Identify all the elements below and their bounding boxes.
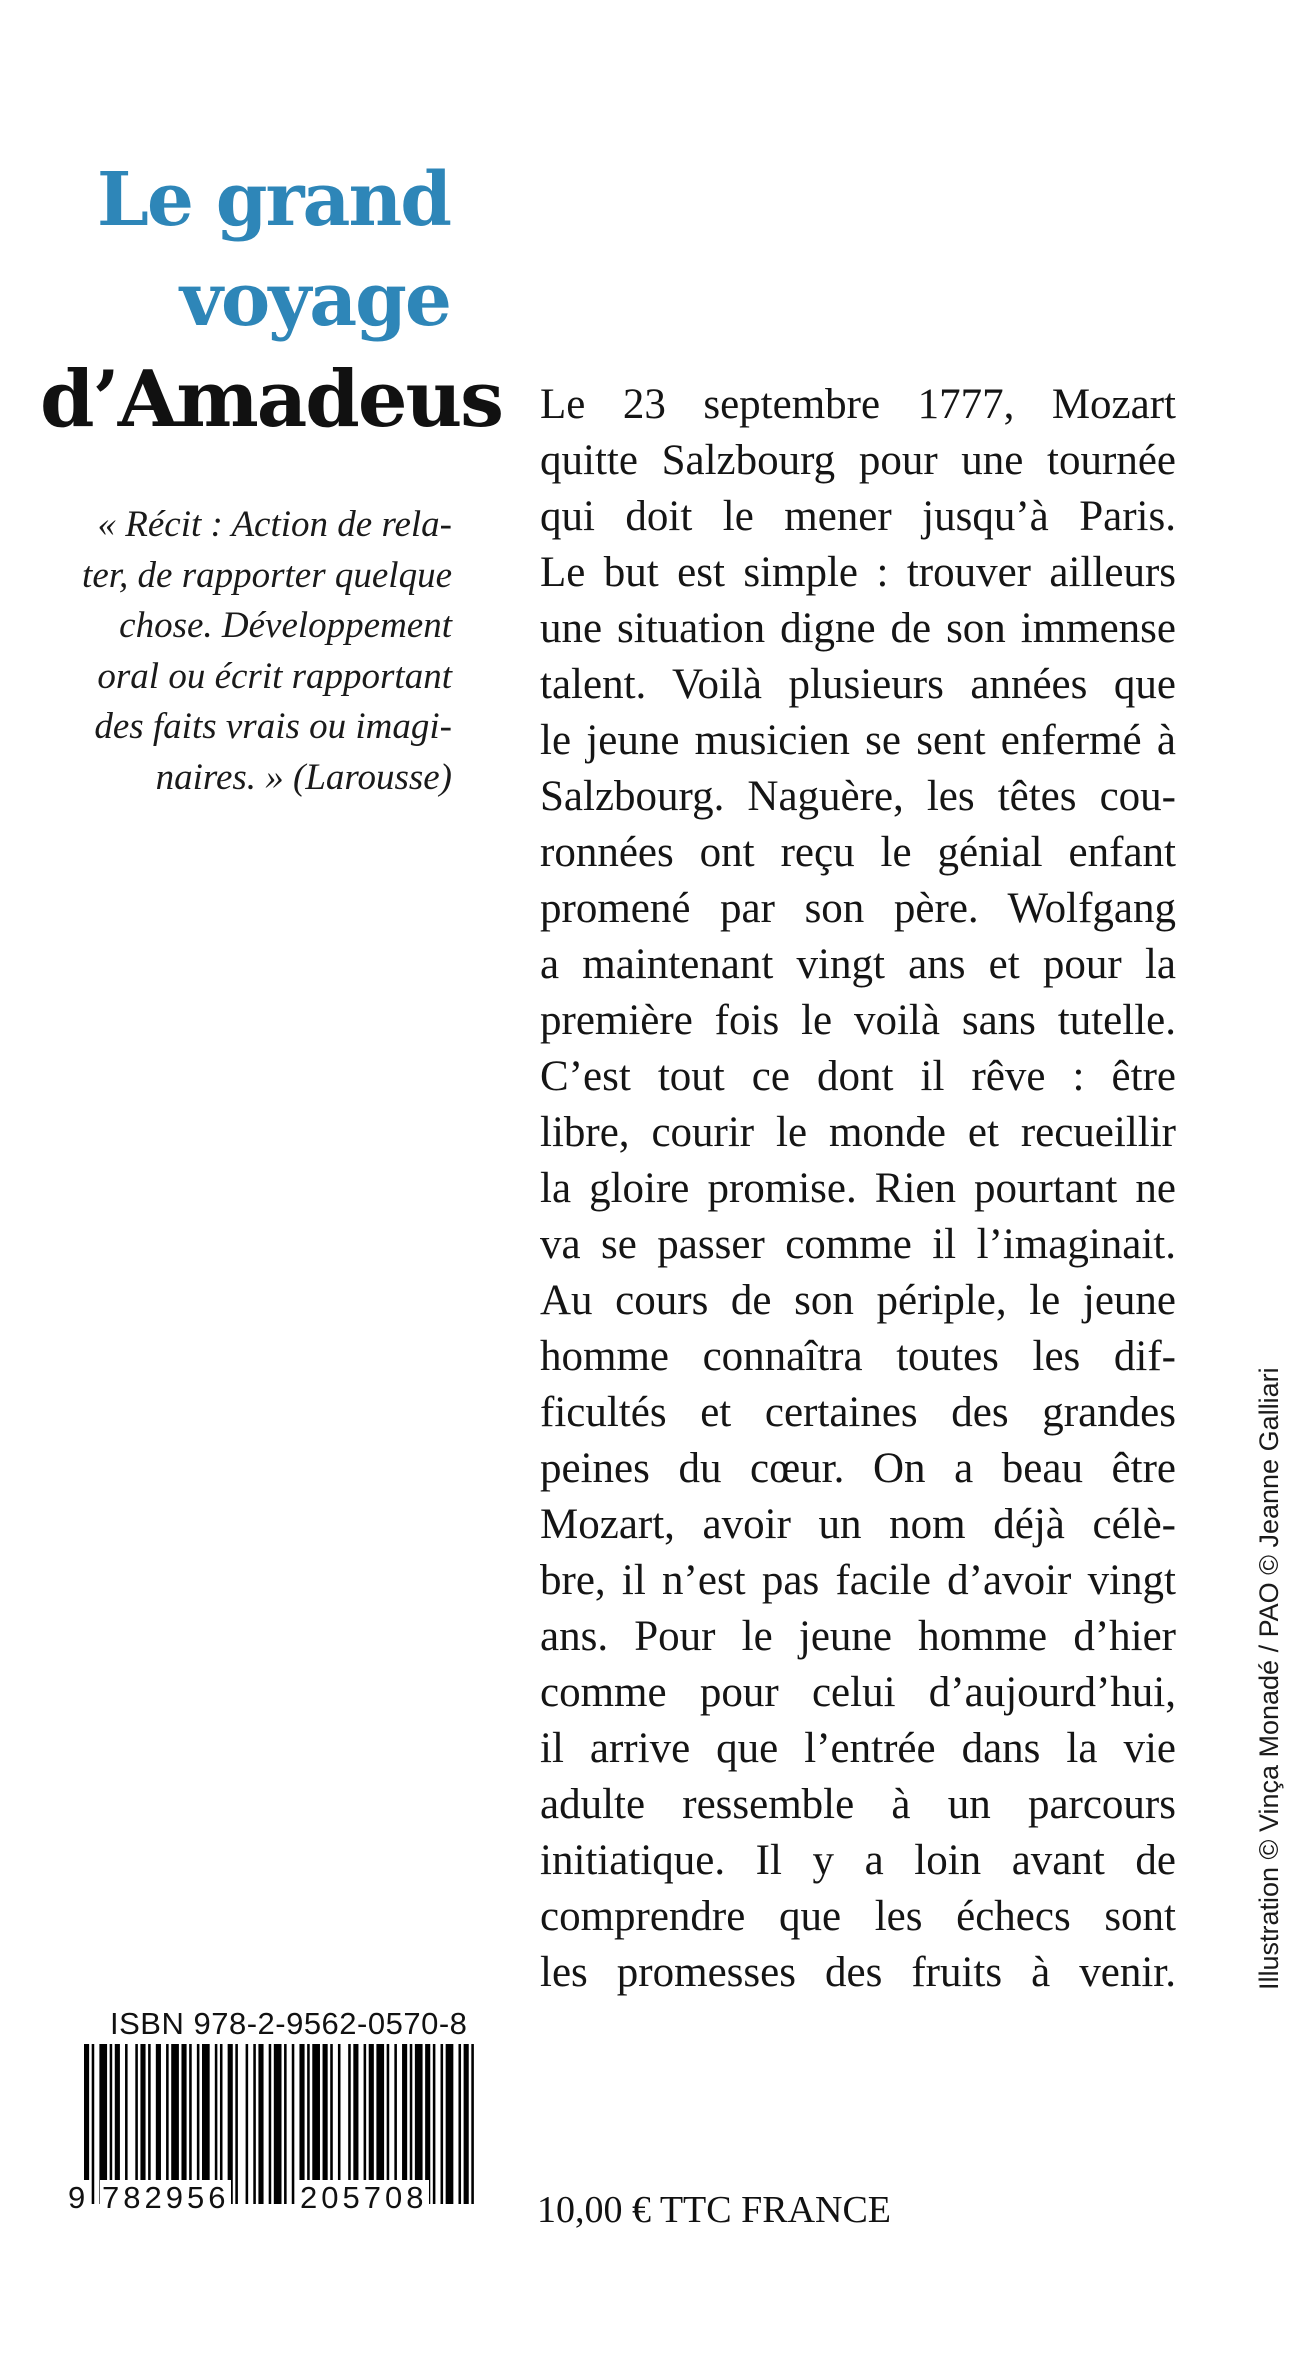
barcode-bar	[433, 2044, 436, 2204]
barcode-bar	[284, 2044, 287, 2204]
blurb-line: les promesses des fruits à venir.	[540, 1949, 1176, 1996]
barcode-bar	[269, 2044, 272, 2204]
barcode-bar	[458, 2044, 461, 2204]
title-line-3: d’Amadeus	[40, 354, 503, 445]
barcode-first-digit: 9	[68, 2180, 90, 2215]
book-title	[40, 150, 503, 450]
barcode-bar	[274, 2044, 282, 2204]
barcode-bar	[471, 2044, 474, 2204]
blurb-line: initiatique. Il y a loin avant de	[540, 1837, 1176, 1884]
blurb-line: va se passer comme il l’imaginait.	[540, 1221, 1176, 1268]
barcode-bar	[92, 2044, 95, 2204]
isbn-label: ISBN 978-2-9562-0570-8	[110, 2006, 468, 2041]
blurb-line: adulte ressemble à un parcours	[540, 1781, 1176, 1828]
blurb-line: qui doit le mener jusqu’à Paris.	[540, 493, 1176, 540]
barcode-bar	[441, 2044, 444, 2204]
barcode-bar	[446, 2044, 454, 2204]
quote-line: « Récit : Action de rela-	[97, 504, 452, 545]
blurb-line: ronnées ont reçu le génial enfant	[540, 829, 1176, 876]
blurb-line: peines du cœur. On a beau être	[540, 1445, 1176, 1492]
barcode-bar	[246, 2044, 249, 2204]
barcode-bar	[258, 2044, 263, 2204]
quote-line: ter, de rapporter quelque	[82, 554, 452, 596]
barcode-right-group: 205708	[300, 2180, 428, 2215]
blurb-line: promené par son père. Wolfgang	[540, 885, 1176, 932]
barcode-left-group: 782956	[102, 2180, 230, 2215]
blurb-line: bre, il n’est pas facile d’avoir vingt	[540, 1557, 1176, 1604]
blurb-line: Le but est simple : trouver ailleurs	[540, 549, 1176, 596]
blurb-line: Au cours de son périple, le jeune	[540, 1277, 1176, 1324]
blurb-line: Le 23 septembre 1777, Mozart	[540, 381, 1176, 428]
blurb-line: une situation digne de son immense	[540, 605, 1176, 652]
epigraph-quote	[40, 500, 452, 803]
blurb-line: première fois le voilà sans tutelle.	[540, 997, 1176, 1044]
blurb-line: ficultés et certaines des grandes	[540, 1389, 1176, 1436]
blurb-line: ans. Pour le jeune homme d’hier	[540, 1613, 1176, 1660]
title-line-2: voyage	[179, 257, 450, 343]
quote-line: chose. Développement	[119, 605, 452, 646]
blurb-line: Mozart, avoir un nom déjà célè-	[540, 1501, 1176, 1548]
blurb-line: talent. Voilà plusieurs années que	[540, 661, 1176, 708]
quote-line: naires. » (Larousse)	[155, 756, 452, 798]
barcode-bar	[235, 2044, 238, 2204]
blurb-line: a maintenant vingt ans et pour la	[540, 941, 1176, 988]
illustration-credit: Illustration © Vinça Monadé / PAO © Jeanne Galliari	[1254, 1367, 1284, 1990]
blurb-line: comme pour celui d’aujourd’hui,	[540, 1669, 1176, 1716]
barcode-bar	[292, 2044, 295, 2204]
quote-line: des faits vrais ou imagi-	[94, 706, 452, 747]
blurb-line: C’est tout ce dont il rêve : être	[540, 1053, 1176, 1100]
title-line-1: Le grand	[96, 157, 450, 243]
barcode-bar	[464, 2044, 469, 2204]
blurb-line: Salzbourg. Naguère, les têtes cou-	[540, 773, 1176, 820]
blurb-text	[540, 377, 1176, 2001]
blurb-line: le jeune musicien se sent enfermé à	[540, 717, 1176, 764]
blurb-line: libre, courir le monde et recueillir	[540, 1109, 1176, 1156]
price-label: 10,00 € TTC FRANCE	[537, 2189, 892, 2231]
blurb-line: il arrive que l’entrée dans la vie	[540, 1725, 1176, 1772]
blurb-line: quitte Salzbourg pour une tournée	[540, 437, 1176, 484]
blurb-line: comprendre que les échecs sont	[540, 1893, 1176, 1940]
barcode-bar	[253, 2044, 256, 2204]
quote-line: oral ou écrit rapportant	[97, 655, 452, 697]
blurb-line: homme connaîtra toutes les dif-	[540, 1333, 1176, 1380]
blurb-line: la gloire promise. Rien pourtant ne	[540, 1165, 1176, 1212]
